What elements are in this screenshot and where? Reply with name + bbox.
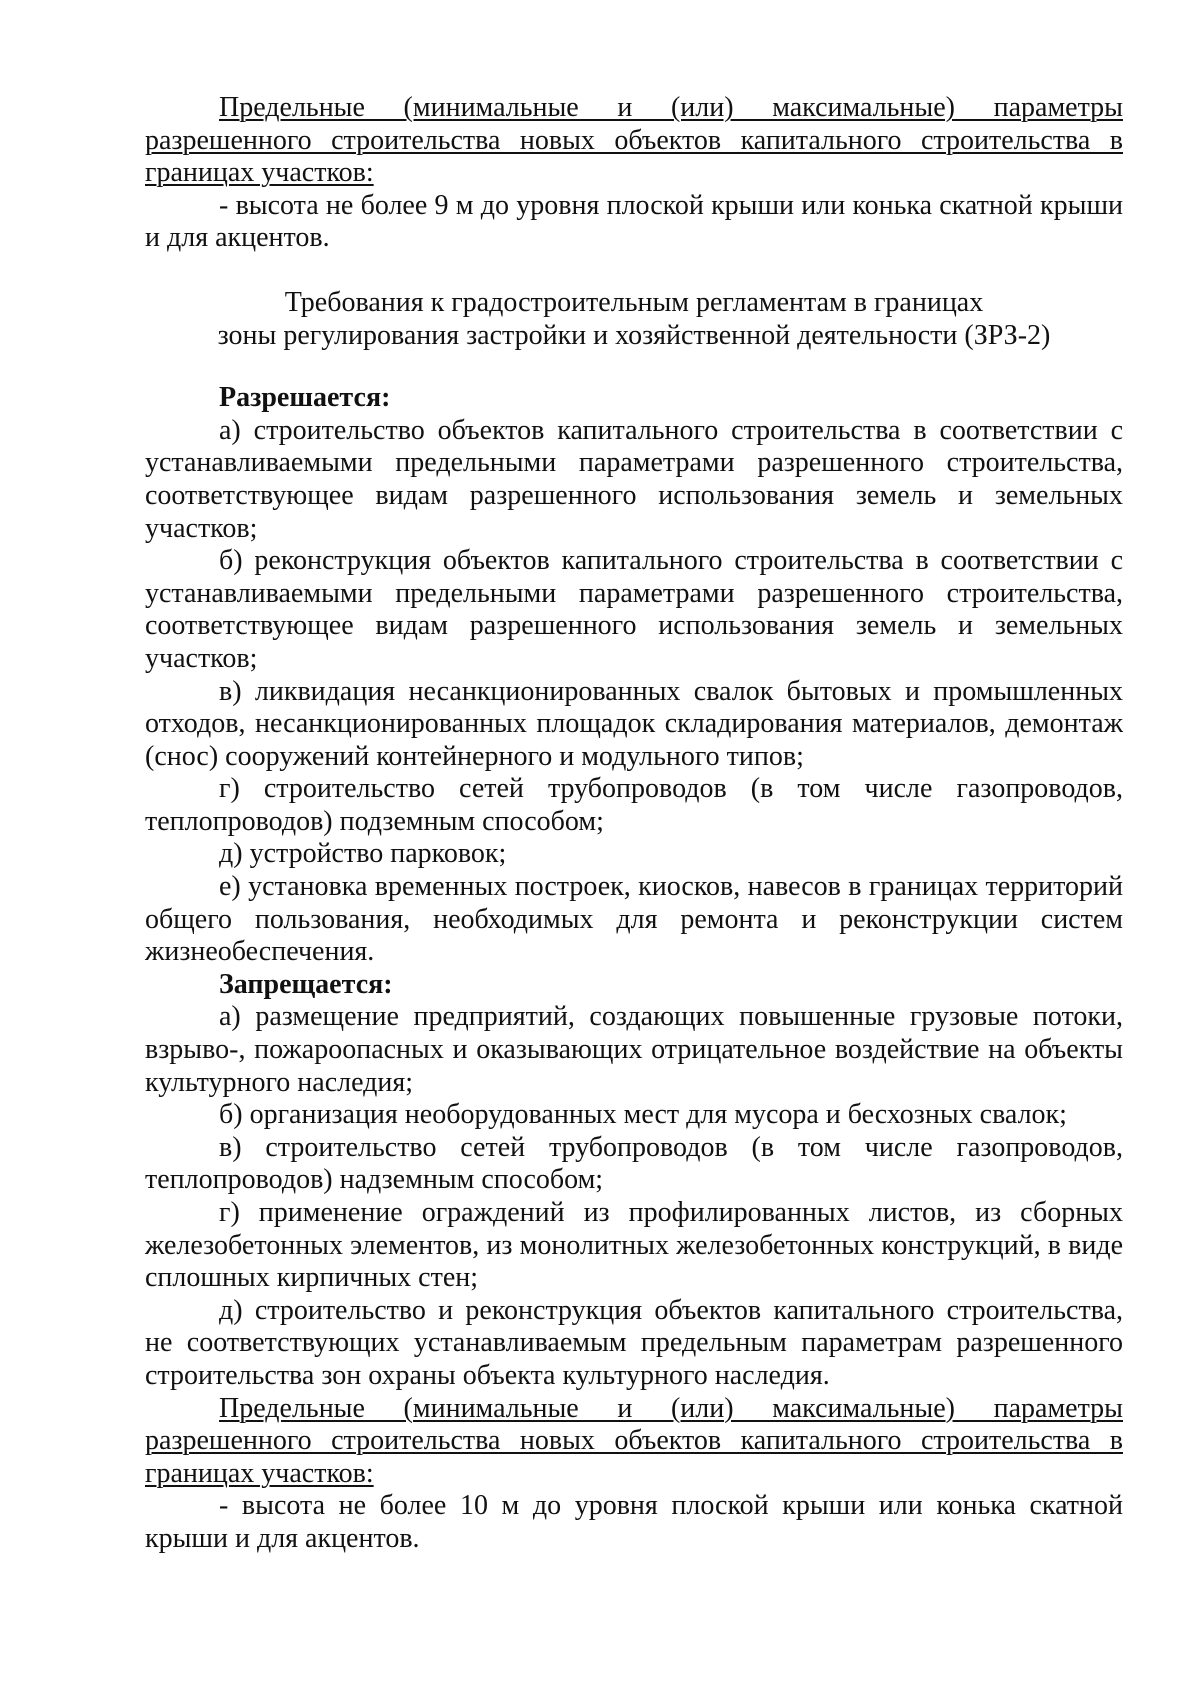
allowed-item: д) устройство парковок;: [219, 838, 507, 870]
allowed-item: б) реконструкция объектов капитального строительства в соответствии с устанавливаемыми предельными параметрами разрешенного строительства, соответствующее видам разрешенного использования земель и земельных участков;: [145, 545, 1123, 674]
limits-heading-text: Предельные (минимальные и (или) максимальные) параметры разрешенного строительства новых объектов капитального строительства в границах участков:: [145, 1392, 1123, 1489]
prohibited-label: Запрещается:: [219, 968, 393, 1000]
prohibited-item: д) строительство и реконструкция объектов капитального строительства, не соответствующих устанавливаемым предельным параметрам разрешенного строительства зон охраны объекта культурного наследия.: [145, 1294, 1123, 1391]
allowed-item: е) установка временных построек, киосков, навесов в границах территорий общего пользования, необходимых для ремонта и реконструкции систем жизнеобеспечения.: [145, 871, 1123, 968]
allowed-item: в) ликвидация несанкционированных свалок бытовых и промышленных отходов, несанкционированных площадок складирования материалов, демонтаж (снос) сооружений контейнерного и модульного типов;: [145, 675, 1123, 772]
height-limit-paragraph: - высота не более 9 м до уровня плоской крыши или конька скатной крыши и для акцентов.: [145, 189, 1123, 254]
prohibited-item: б) организация необорудованных мест для мусора и бесхозных свалок;: [219, 1099, 1067, 1131]
limits-heading-paragraph: [145, 1393, 1123, 1491]
prohibited-item: в) строительство сетей трубопроводов (в том числе газопроводов, теплопроводов) надземным способом;: [145, 1131, 1123, 1196]
allowed-label: Разрешается:: [219, 382, 391, 414]
prohibited-item: г) применение ограждений из профилированных листов, из сборных железобетонных элементов, из монолитных железобетонных конструкций, в виде сплошных кирпичных стен;: [145, 1197, 1123, 1294]
allowed-section: [145, 382, 1123, 969]
allowed-item: а) строительство объектов капитального строительства в соответствии с устанавливаемыми предельными параметрами разрешенного строительства, соответствующее видам разрешенного использования земель и земельных участков;: [145, 414, 1123, 544]
allowed-item: г) строительство сетей трубопроводов (в том числе газопроводов, теплопроводов) подземным способом;: [145, 773, 1123, 837]
document-page: [145, 92, 1123, 1556]
section-title: [145, 287, 1123, 352]
limits-heading-text: Предельные (минимальные и (или) максимальные) параметры разрешенного строительства новых объектов капитального строительства в границах участков:: [145, 92, 1123, 189]
section-title-line-2: зоны регулирования застройки и хозяйственной деятельности (ЗРЗ-2): [217, 319, 1051, 351]
height-limit-paragraph: - высота не более 10 м до уровня плоской крыши или конька скатной крыши и для акцентов.: [145, 1490, 1123, 1554]
section-title-line-1: Требования к градостроительным регламентам в границах: [284, 286, 984, 318]
prohibited-section: [145, 969, 1123, 1393]
limits-heading-paragraph: [145, 92, 1123, 190]
prohibited-item: а) размещение предприятий, создающих повышенные грузовые потоки, взрыво-, пожароопасных и оказывающих отрицательное воздействие на объекты культурного наследия;: [145, 1001, 1123, 1098]
